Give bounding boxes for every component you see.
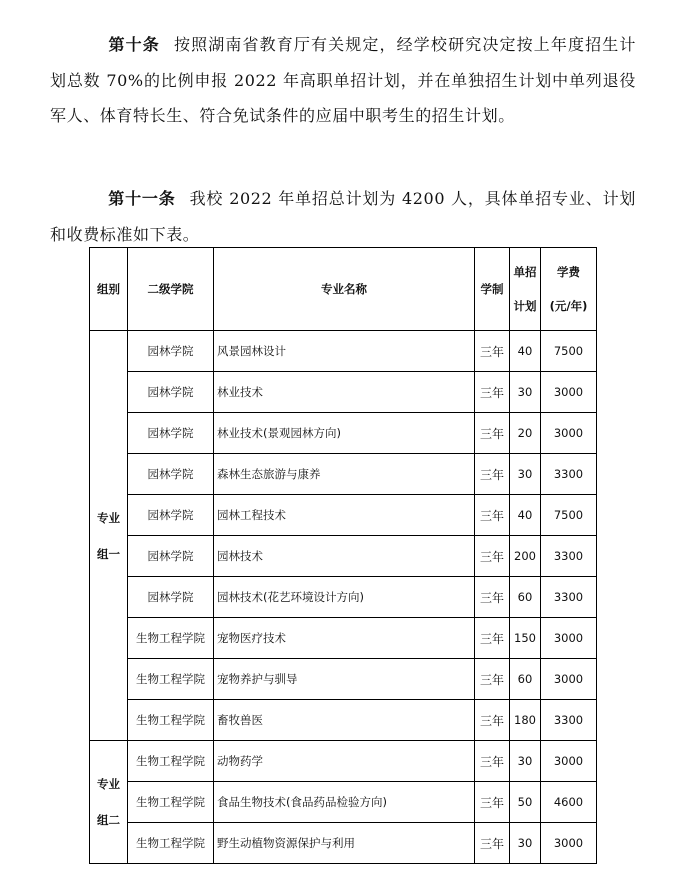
group-label-line1: 专业 bbox=[97, 510, 120, 525]
college-cell: 生物工程学院 bbox=[128, 741, 214, 782]
header-plan bbox=[510, 248, 541, 331]
plan-cell: 150 bbox=[510, 618, 541, 659]
table-row bbox=[90, 495, 597, 536]
college-cell: 园林学院 bbox=[128, 577, 214, 618]
duration-cell: 三年 bbox=[475, 782, 510, 823]
table-row bbox=[90, 413, 597, 454]
major-cell: 食品生物技术(食品药品检验方向) bbox=[214, 782, 475, 823]
header-fee bbox=[541, 248, 597, 331]
college-cell: 生物工程学院 bbox=[128, 823, 214, 864]
college-cell: 园林学院 bbox=[128, 413, 214, 454]
plan-cell: 200 bbox=[510, 536, 541, 577]
major-cell: 园林技术 bbox=[214, 536, 475, 577]
major-cell: 野生动植物资源保护与利用 bbox=[214, 823, 475, 864]
duration-cell: 三年 bbox=[475, 495, 510, 536]
table-row bbox=[90, 782, 597, 823]
fee-cell: 3300 bbox=[541, 454, 597, 495]
plan-cell: 60 bbox=[510, 577, 541, 618]
duration-cell: 三年 bbox=[475, 536, 510, 577]
header-duration: 学制 bbox=[475, 248, 510, 331]
table-row bbox=[90, 618, 597, 659]
header-college: 二级学院 bbox=[128, 248, 214, 331]
duration-cell: 三年 bbox=[475, 331, 510, 372]
major-cell: 森林生态旅游与康养 bbox=[214, 454, 475, 495]
fee-cell: 3000 bbox=[541, 659, 597, 700]
major-cell: 畜牧兽医 bbox=[214, 700, 475, 741]
college-cell: 园林学院 bbox=[128, 536, 214, 577]
fee-cell: 3000 bbox=[541, 823, 597, 864]
fee-cell: 7500 bbox=[541, 495, 597, 536]
article-10-text: 按照湖南省教育厅有关规定，经学校研究决定按上年度招生计划总数 70%的比例申报 2022 年高职单招计划，并在单独招生计划中单列退役军人、体育特长生、符合免试条件的应届中职考生的招生计划。 bbox=[50, 35, 636, 125]
duration-cell: 三年 bbox=[475, 700, 510, 741]
duration-cell: 三年 bbox=[475, 577, 510, 618]
table-row bbox=[90, 331, 597, 372]
article-11-text: 我校 2022 年单招总计划为 4200 人，具体单招专业、计划和收费标准如下表。 bbox=[50, 189, 637, 244]
plan-cell: 60 bbox=[510, 659, 541, 700]
group-label-line2: 组二 bbox=[97, 813, 120, 827]
college-cell: 园林学院 bbox=[128, 372, 214, 413]
header-plan-line1: 单招 bbox=[513, 265, 537, 279]
major-cell: 风景园林设计 bbox=[214, 331, 475, 372]
plan-cell: 30 bbox=[510, 372, 541, 413]
duration-cell: 三年 bbox=[475, 618, 510, 659]
fee-cell: 3300 bbox=[541, 700, 597, 741]
duration-cell: 三年 bbox=[475, 741, 510, 782]
article-10-paragraph bbox=[50, 27, 636, 134]
fee-cell: 3000 bbox=[541, 413, 597, 454]
header-group: 组别 bbox=[90, 248, 128, 331]
enrollment-plan-table bbox=[89, 247, 597, 864]
plan-cell: 20 bbox=[510, 413, 541, 454]
table-row bbox=[90, 536, 597, 577]
fee-cell: 4600 bbox=[541, 782, 597, 823]
table-row bbox=[90, 372, 597, 413]
major-cell: 宠物养护与驯导 bbox=[214, 659, 475, 700]
fee-cell: 3000 bbox=[541, 372, 597, 413]
plan-cell: 50 bbox=[510, 782, 541, 823]
article-10-label: 第十条 bbox=[108, 35, 160, 54]
major-cell: 林业技术 bbox=[214, 372, 475, 413]
fee-cell: 3000 bbox=[541, 618, 597, 659]
table-row bbox=[90, 700, 597, 741]
duration-cell: 三年 bbox=[475, 659, 510, 700]
major-cell: 园林技术(花艺环境设计方向) bbox=[214, 577, 475, 618]
fee-cell: 7500 bbox=[541, 331, 597, 372]
duration-cell: 三年 bbox=[475, 372, 510, 413]
table-row bbox=[90, 454, 597, 495]
college-cell: 园林学院 bbox=[128, 454, 214, 495]
plan-cell: 40 bbox=[510, 495, 541, 536]
major-cell: 动物药学 bbox=[214, 741, 475, 782]
duration-cell: 三年 bbox=[475, 454, 510, 495]
group-cell bbox=[90, 331, 128, 741]
fee-cell: 3000 bbox=[541, 741, 597, 782]
plan-cell: 30 bbox=[510, 741, 541, 782]
table-row bbox=[90, 741, 597, 782]
college-cell: 生物工程学院 bbox=[128, 782, 214, 823]
plan-cell: 180 bbox=[510, 700, 541, 741]
group-label-line1: 专业 bbox=[97, 777, 120, 791]
plan-cell: 30 bbox=[510, 823, 541, 864]
group-cell bbox=[90, 741, 128, 864]
plan-cell: 30 bbox=[510, 454, 541, 495]
table-header-row bbox=[90, 248, 597, 331]
duration-cell: 三年 bbox=[475, 413, 510, 454]
header-plan-line2: 计划 bbox=[513, 299, 537, 313]
table-row bbox=[90, 823, 597, 864]
group-label-line2: 组一 bbox=[97, 546, 120, 561]
major-cell: 林业技术(景观园林方向) bbox=[214, 413, 475, 454]
college-cell: 园林学院 bbox=[128, 495, 214, 536]
table-row bbox=[90, 577, 597, 618]
college-cell: 生物工程学院 bbox=[128, 700, 214, 741]
college-cell: 园林学院 bbox=[128, 331, 214, 372]
major-cell: 宠物医疗技术 bbox=[214, 618, 475, 659]
plan-cell: 40 bbox=[510, 331, 541, 372]
table-row bbox=[90, 659, 597, 700]
article-11-paragraph bbox=[50, 181, 636, 252]
header-fee-line1: 学费 bbox=[557, 265, 580, 279]
major-cell: 园林工程技术 bbox=[214, 495, 475, 536]
header-major: 专业名称 bbox=[214, 248, 475, 331]
header-fee-line2: (元/年) bbox=[549, 299, 588, 313]
duration-cell: 三年 bbox=[475, 823, 510, 864]
fee-cell: 3300 bbox=[541, 577, 597, 618]
college-cell: 生物工程学院 bbox=[128, 659, 214, 700]
fee-cell: 3300 bbox=[541, 536, 597, 577]
college-cell: 生物工程学院 bbox=[128, 618, 214, 659]
article-11-label: 第十一条 bbox=[108, 189, 176, 208]
